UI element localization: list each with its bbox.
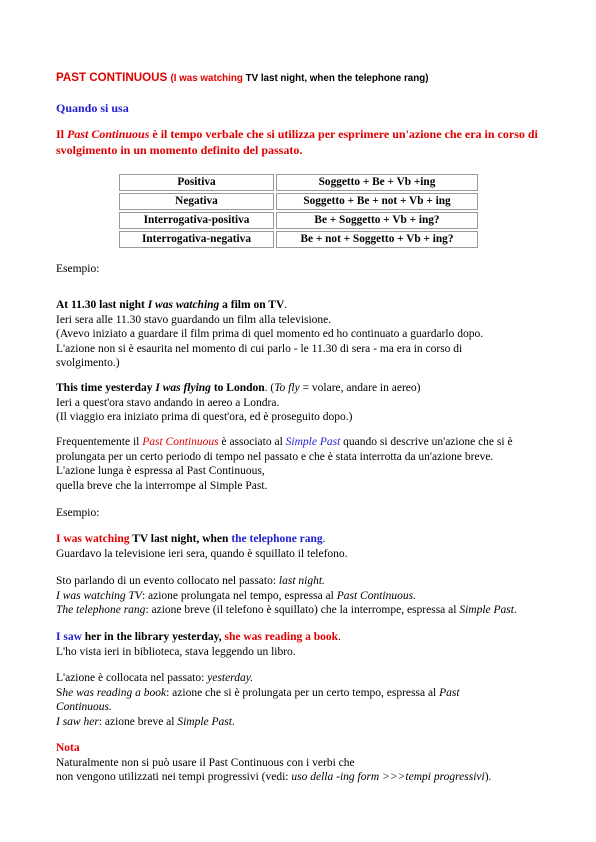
table-cell-structure: Soggetto + Be + Vb +ing	[276, 174, 478, 191]
table-cell-structure: Be + not + Soggetto + Vb + ing?	[276, 231, 478, 248]
intro-paragraph: Il Past Continuous è il tempo verbale che si utilizza per esprimere un'azione che era in corso di svolgimento in un momento definito del passato.	[56, 127, 538, 157]
forms-table	[117, 172, 480, 250]
frequent-paragraph: Frequentemente il Past Continuous è associato al Simple Past quando si descrive un'azione che si è prolungata per un certo periodo di tempo nel passato e che è stata interrotta da un'azione breve. L'azione lunga è espressa al Past Continuous, quella breve che la interrompe al Simple Past.	[56, 436, 513, 492]
table-cell-structure: Be + Soggetto + Vb + ing?	[276, 212, 478, 229]
example-block-3: I was watching TV last night, when the telephone rang. Guardavo la televisione ieri sera, quando è squillato il telefono.	[56, 533, 348, 560]
example-label: Esempio:	[56, 507, 100, 519]
table-row	[119, 231, 478, 248]
table-row	[119, 212, 478, 229]
table-cell-form: Negativa	[119, 193, 274, 210]
example-block-4: I saw her in the library yesterday, she was reading a book. L'ho vista ieri in biblioteca, stava leggendo un libro.	[56, 631, 341, 658]
table-cell-structure: Soggetto + Be + not + Vb + ing	[276, 193, 478, 210]
example-label: Esempio:	[56, 263, 100, 275]
heading-example-red: I was watching	[173, 73, 243, 84]
table-cell-form: Interrogativa-negativa	[119, 231, 274, 248]
table-cell-form: Interrogativa-positiva	[119, 212, 274, 229]
example-block-1: At 11.30 last night I was watching a film on TV. Ieri sera alle 11.30 stavo guardando un film alla televisione. (Avevo iniziato a guardare il film prima di quel momento ed ho continuato a guardarlo dopo. L'azione non si è esaurita nel momento di cui parlo - le 11.30 di sera - ma era in corso di svolgimento.)	[56, 299, 484, 370]
section-title: Quando si usa	[56, 101, 129, 115]
note-title: Nota	[56, 742, 80, 754]
heading-subtitle: (I was watching TV last night, when the telephone rang)	[170, 73, 429, 84]
table-cell-form: Positiva	[119, 174, 274, 191]
table-row	[119, 193, 478, 210]
heading-title: PAST CONTINUOUS	[56, 71, 168, 84]
example-block-2: This time yesterday I was flying to London. (To fly = volare, andare in aereo) Ieri a quest'ora stavo andando in aereo a Londra. (Il viaggio era iniziato prima di quest'ora, ed è proseguito dopo.)	[56, 382, 421, 424]
note-link: uso della -ing form >>>tempi progressivi	[291, 771, 485, 784]
table-row	[119, 174, 478, 191]
explanation-block-2: L'azione è collocata nel passato: yesterday. She was reading a book: azione che si è prolungata per un certo tempo, espressa al Past Continuous. I saw her: azione breve al Simple Past.	[56, 672, 460, 728]
intro-term: Past Continuous	[67, 127, 150, 141]
page-heading	[56, 71, 428, 84]
explanation-block-1: Sto parlando di un evento collocato nel passato: last night. I was watching TV: azione prolungata nel tempo, espressa al Past Continuous. The telephone rang: azione breve (il telefono è squillato) che la interrompe, espressa al Simple Past.	[56, 575, 517, 617]
heading-example-rest: TV last night, when the telephone rang)	[242, 73, 429, 84]
note-block: Nota Naturalmente non si può usare il Past Continuous con i verbi che non vengono utilizzati nei tempi progressivi (vedi: uso della -ing form >>>tempi progressivi).	[56, 741, 541, 785]
